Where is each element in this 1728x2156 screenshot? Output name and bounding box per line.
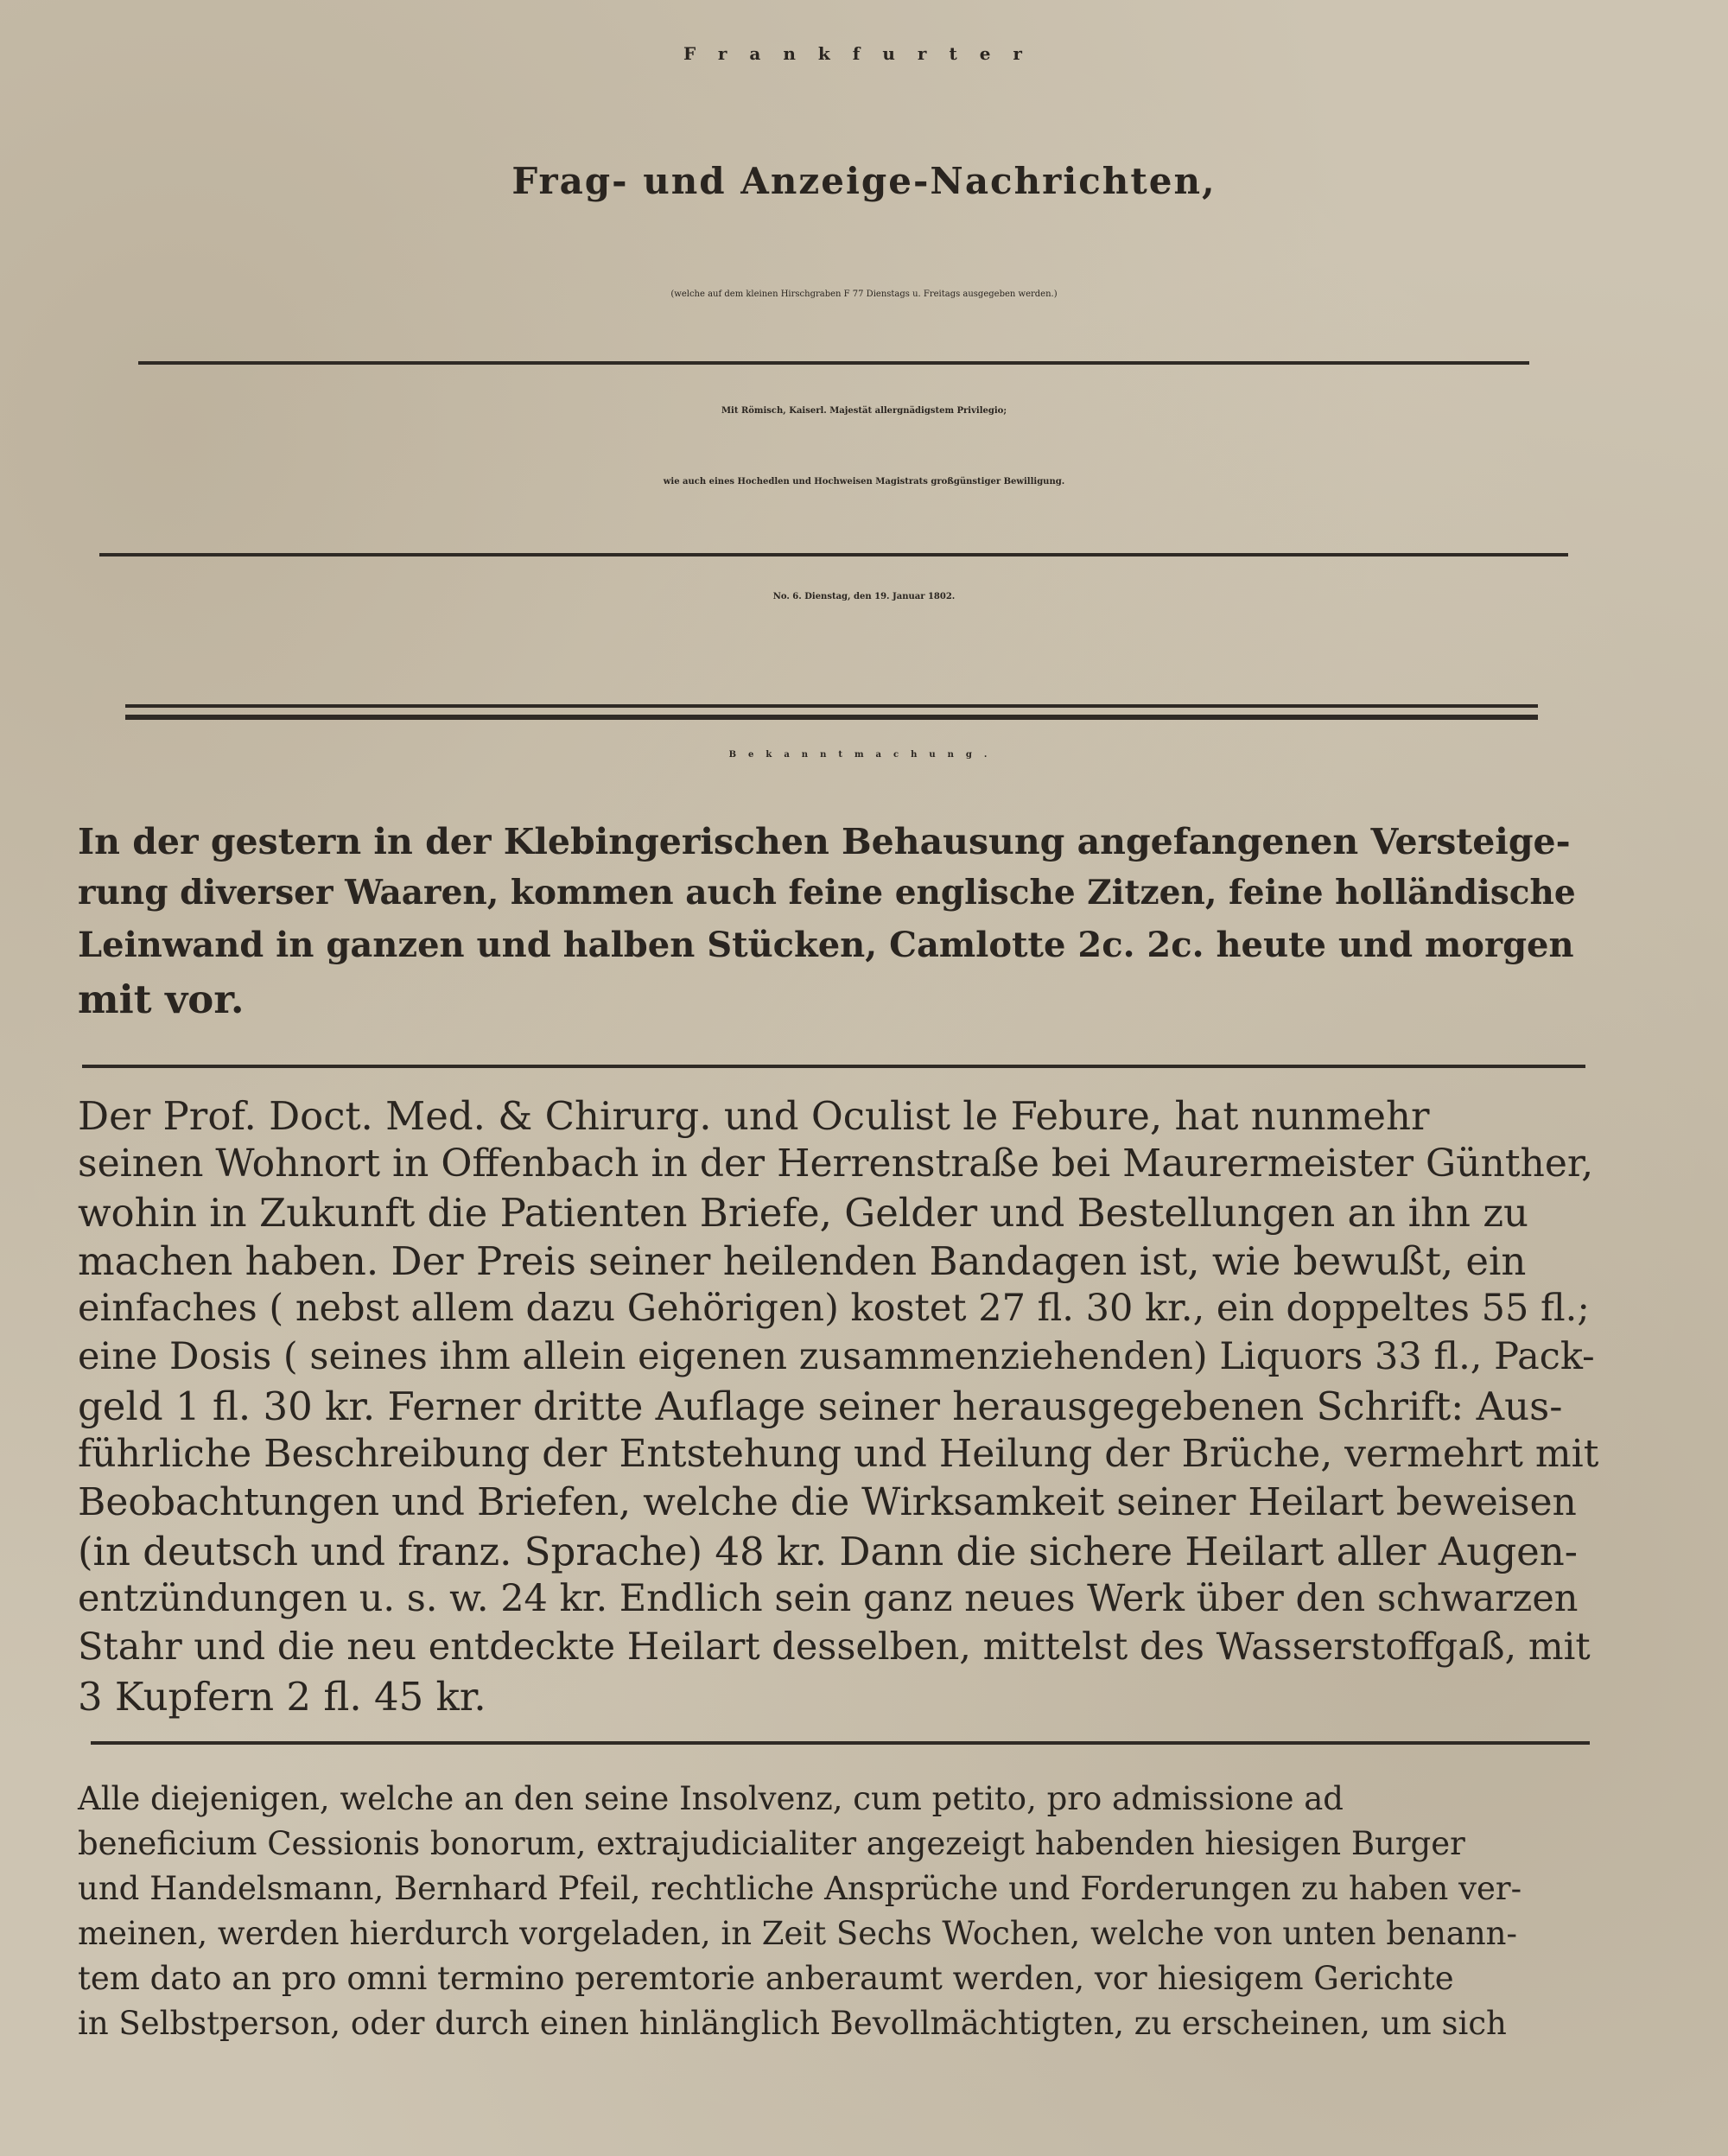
masthead-title-line2: Frag- und Anzeige-Nachrichten, [511, 160, 1217, 202]
divider-rule [125, 715, 1538, 720]
text-line: 3 Kupfern 2 fl. 45 kr. [78, 1674, 486, 1720]
text-line: In der gestern in der Klebingerischen Behausung angefangenen Versteige- [78, 821, 1571, 862]
text-line: in Selbstperson, oder durch einen hinlänglich Bevollmächtigten, zu erscheinen, um sich [78, 2005, 1507, 2042]
issue-line: No. 6. Dienstag, den 19. Januar 1802. [772, 592, 956, 601]
text-line: Alle diejenigen, welche an den seine Insolvenz, cum petito, pro admissione ad [78, 1780, 1344, 1817]
text-line: führliche Beschreibung der Entstehung und Heilung der Brüche, vermehrt mit [78, 1432, 1599, 1476]
text-line: Der Prof. Doct. Med. & Chirurg. und Oculist le Febure, hat nunmehr [78, 1093, 1430, 1139]
divider-rule [138, 361, 1529, 365]
text-line: geld 1 fl. 30 kr. Ferner dritte Auflage seiner herausgegebenen Schrift: Aus- [78, 1383, 1563, 1429]
divider-rule [91, 1741, 1590, 1745]
masthead-subtitle: (welche auf dem kleinen Hirschgraben F 77 Dienstags u. Freitags ausgegeben werden.) [670, 289, 1058, 299]
text-line: eine Dosis ( seines ihm allein eigenen zusammenziehenden) Liquors 33 fl., Pack- [78, 1335, 1595, 1378]
text-line: (in deutsch und franz. Sprache) 48 kr. Dann die sichere Heilart aller Augen- [78, 1529, 1578, 1574]
text-line: Stahr und die neu entdeckte Heilart desselben, mittelst des Wasserstoffgaß, mit [78, 1625, 1591, 1669]
text-line: rung diverser Waaren, kommen auch feine englische Zitzen, feine holländische [78, 873, 1576, 913]
text-line: seinen Wohnort in Offenbach in der Herrenstraße bei Maurermeister Günther, [78, 1142, 1594, 1186]
divider-rule [82, 1065, 1585, 1068]
text-line: Leinwand in ganzen und halben Stücken, Camlotte 2c. 2c. heute und morgen [78, 925, 1574, 965]
text-line: machen haben. Der Preis seiner heilenden Bandagen ist, wie bewußt, ein [78, 1238, 1527, 1284]
text-line: meinen, werden hierdurch vorgeladen, in Zeit Sechs Wochen, welche von unten benann- [78, 1915, 1518, 1952]
privilege-line2: wie auch eines Hochedlen und Hochweisen Magistrats großgünstiger Bewilligung. [663, 477, 1065, 487]
text-line: mit vor. [78, 976, 245, 1022]
divider-rule [125, 704, 1538, 708]
text-line: Beobachtungen und Briefen, welche die Wirksamkeit seiner Heilart beweisen [78, 1480, 1577, 1524]
text-line: entzündungen u. s. w. 24 kr. Endlich sein ganz neues Werk über den schwarzen [78, 1577, 1579, 1620]
masthead-title-line1: Frankfurter [683, 43, 1045, 64]
text-line: wohin in Zukunft die Patienten Briefe, Gelder und Bestellungen an ihn zu [78, 1190, 1529, 1236]
section-heading: Bekanntmachung. [728, 750, 1000, 760]
divider-rule [99, 553, 1568, 556]
text-line: einfaches ( nebst allem dazu Gehörigen) kostet 27 fl. 30 kr., ein doppeltes 55 fl.; [78, 1287, 1590, 1330]
text-line: tem dato an pro omni termino peremtorie anberaumt werden, vor hiesigem Gerichte [78, 1960, 1454, 1997]
text-line: beneficium Cessionis bonorum, extrajudicialiter angezeigt habenden hiesigen Burger [78, 1825, 1465, 1862]
privilege-line1: Mit Römisch, Kaiserl. Majestät allergnädigstem Privilegio; [721, 406, 1007, 416]
text-line: und Handelsmann, Bernhard Pfeil, rechtliche Ansprüche und Forderungen zu haben ver- [78, 1870, 1522, 1907]
